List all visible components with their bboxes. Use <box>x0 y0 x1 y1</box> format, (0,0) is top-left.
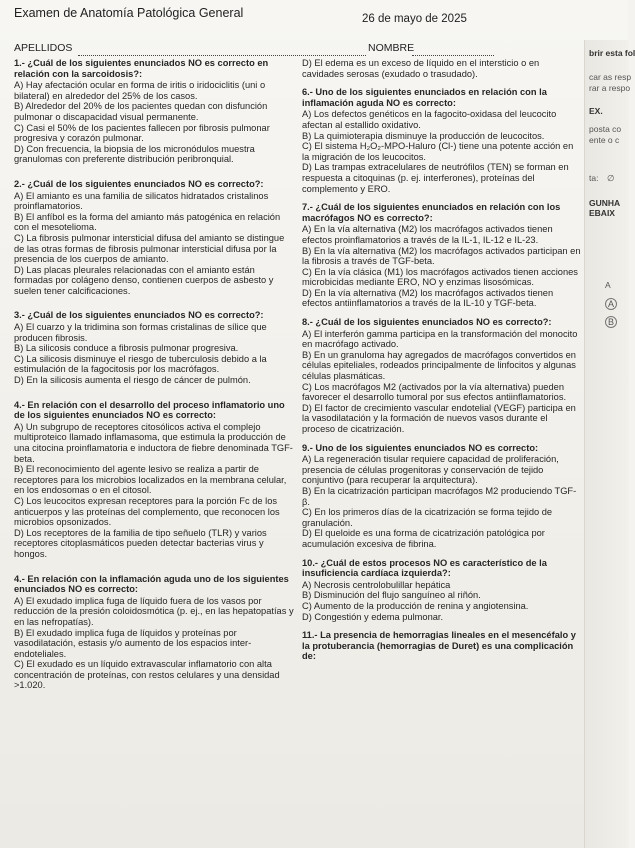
second-sheet-edge <box>584 40 635 848</box>
q4a-option-d: D) Los receptores de la familia de tipo señuelo (TLR) y varios receptores citoplasmáticos pueden detectar bacterias virus y hongos. <box>14 527 267 559</box>
q1-option-d-continued: D) El edema es un exceso de líquido en el intersticio o en cavidades serosas (exudado o trasudado). <box>302 58 540 79</box>
q6-option-a: A) Los defectos genéticos en la fagocito-oxidasa del leucocito afectan al estallido oxidativo. <box>302 109 557 130</box>
q2-option-b: B) El anfíbol es la forma del amianto más patogénica en relación con el mesotelioma. <box>14 211 281 233</box>
q8-option-a: A) El interferón gamma participa en la transformación del monocito en macrófago activado. <box>302 328 578 350</box>
q4b-option-a: A) El exudado implica fuga de líquido fuera de los vasos por reducción de la presión coloidosmótica (p. ej., en las hepatopatías y en las nefropatías). <box>14 595 294 627</box>
sheet2-mark-a: A <box>605 298 617 310</box>
question-4b: 4.- En relación con la inflamación aguda uno de los siguientes enunciados NO es correcto: <box>14 573 289 595</box>
q9-option-a: A) La regeneración tisular requiere capacidad de proliferación, presencia de células progenitoras y conservación de tejido conjuntivo (para recuperar la arquitectura). <box>302 454 559 486</box>
q6-option-d: D) Las trampas extracelulares de neutrófilos (TEN) se forman en respuesta a citoquinas (p. ej. interferones), proteínas del complemento y ERO. <box>302 162 569 194</box>
question-7: 7.- ¿Cuál de los siguientes enunciados en relación con los macrófagos NO es correcto?: <box>302 202 561 223</box>
q4a-option-a: A) Un subgrupo de receptores citosólicos activa el complejo multiproteico llamado inflamasoma, que estimula la producción de una citocina proinflamatoria e inductora de fiebre denominada TGF-beta. <box>14 421 293 464</box>
q10-option-a: A) Necrosis centrolobulillar hepática <box>302 579 451 590</box>
q8-option-c: C) Los macrófagos M2 (activados por la vía alternativa) pueden favorecer el desarrollo tumoral por sus efectos antiinflamatorios. <box>302 381 567 403</box>
apellidos-label: APELLIDOS <box>14 42 73 54</box>
sheet2-text-9: GUNHA <box>589 198 621 208</box>
q9-option-c: C) En los primeros días de la cicatrización se forma tejido de granulación. <box>302 507 553 528</box>
question-1: 1.- ¿Cuál de los siguientes enunciados NO es correcto en relación con la sarcoidosis?: <box>14 58 269 79</box>
q2-option-a: A) El amianto es una familia de silicatos hidratados cristalinos proinflamatorios. <box>14 190 269 212</box>
sheet2-text-3: rar a respo <box>589 83 631 93</box>
q3-option-a: A) El cuarzo y la tridimina son formas cristalinas de sílice que producen fibrosis. <box>14 322 267 343</box>
q2-option-d: D) Las placas pleurales relacionadas con el amianto están formadas por colágeno denso, contienen cuerpos de asbesto y suelen tener calcificaciones. <box>14 264 274 296</box>
question-6: 6.- Uno de los siguientes enunciados en relación con la inflamación aguda NO es correcto: <box>302 87 547 108</box>
q8-option-b: B) En un granuloma hay agregados de macrófagos convertidos en células epiteliales, rodeados principalmente de linfocitos y algunas células plasmáticas. <box>302 349 576 382</box>
question-8: 8.- ¿Cuál de los siguientes enunciados NO es correcto?: <box>302 317 552 328</box>
sheet2-text-7: ta: <box>589 173 599 183</box>
sheet2-text-8: ∅ <box>607 173 615 183</box>
q1-option-c: C) Casi el 50% de los pacientes fallecen por fibrosis pulmonar progresiva y corazón pulmonar. <box>14 122 270 144</box>
sheet2-text-6: ente o c <box>589 135 620 145</box>
sheet2-mark-b: B <box>605 316 617 328</box>
question-11: 11.- La presencia de hemorragias lineales en el mesencéfalo y la protuberancia (hemorragias de Duret) es una complicación de: <box>302 630 576 662</box>
question-9: 9.- Uno de los siguientes enunciados NO es correcto: <box>302 442 539 453</box>
apellidos-line <box>78 55 366 56</box>
sheet2-text-10: EBAIX <box>589 208 615 218</box>
q1-option-a: A) Hay afectación ocular en forma de iritis o iridociclitis (uni o bilateral) en alrededor del 25% de los casos. <box>14 80 266 101</box>
sheet2-text-5: posta co <box>589 124 622 134</box>
sheet2-text-2: car as resp <box>589 72 632 82</box>
left-column <box>14 58 296 691</box>
q2-option-c: C) La fibrosis pulmonar intersticial difusa del amianto se distingue de las otras formas de fibrosis pulmonar intersticial difusa por la presencia de los cuerpos de amianto. <box>14 232 285 265</box>
q10-option-b: B) Disminución del flujo sanguíneo al riñón. <box>302 590 481 601</box>
q8-option-d: D) El factor de crecimiento vascular endotelial (VEGF) participa en la vasodilatación y la formación de nuevos vasos durante el proceso de cicatrización. <box>302 402 576 434</box>
question-2: 2.- ¿Cuál de los siguientes enunciados NO es correcto?: <box>14 178 264 189</box>
q6-option-b: B) La quimioterapia disminuye la producción de leucocitos. <box>302 130 545 141</box>
right-column <box>302 58 582 663</box>
q4b-option-b: B) El exudado implica fuga de líquidos y proteínas por vasodilatación, estasis y/o aumento de los espacios inter-endoteliales. <box>14 627 252 659</box>
q1-option-d: D) Con frecuencia, la biopsia de los micronódulos muestra granulomas con preferente distribución peribronquial. <box>14 143 255 165</box>
q7-option-b: B) En la vía alternativa (M2) los macrófagos activados participan en la fibrosis a través de TGF-beta. <box>302 245 581 267</box>
question-3: 3.- ¿Cuál de los siguientes enunciados NO es correcto?: <box>14 310 264 321</box>
sheet2-text-1: brir esta fol <box>589 48 635 58</box>
question-10: 10.- ¿Cuál de estos procesos NO es característico de la insuficiencia cardíaca izquierda?: <box>302 557 547 579</box>
q3-option-d: D) En la silicosis aumenta el riesgo de cáncer de pulmón. <box>14 375 251 386</box>
q10-option-c: C) Aumento de la producción de renina y angiotensina. <box>302 600 529 611</box>
sheet2-text-4: EX. <box>589 106 603 116</box>
q10-option-d: D) Congestión y edema pulmonar. <box>302 611 444 622</box>
q4a-option-b: B) El reconocimiento del agente lesivo se realiza a partir de receptores para los microbios localizados en la membrana celular, en los endosomas o en el citosol. <box>14 464 287 496</box>
nombre-label: NOMBRE <box>368 42 415 54</box>
exam-title: Examen de Anatomía Patológica General <box>14 6 244 20</box>
q4a-option-c: C) Los leucocitos expresan receptores para la porción Fc de los anticuerpos y las proteínas del complemento, que reconocen los microbios opsonizados. <box>14 495 280 528</box>
q6-option-c: C) El sistema H₂O₂-MPO-Haluro (Cl-) tiene una potente acción en la migración de los leucocitos. <box>302 141 574 162</box>
q1-option-b: B) Alrededor del 20% de los pacientes quedan con disfunción pulmonar o discapacidad visual permanente. <box>14 101 268 122</box>
q9-option-b: B) En la cicatrización participan macrófagos M2 produciendo TGF-β. <box>302 485 577 507</box>
sheet2-text-11: A <box>605 280 611 290</box>
q3-option-b: B) La silicosis conduce a fibrosis pulmonar progresiva. <box>14 343 239 354</box>
nombre-line <box>412 55 494 56</box>
q7-option-a: A) En la vía alternativa (M2) los macrófagos activados tienen efectos proinflamatorios a través de la IL-1, IL-12 e IL-23. <box>302 224 553 245</box>
q7-option-d: D) En la vía alternativa (M2) los macrófagos activados tienen efectos antiinflamatorios a través de la IL-10 y TGF-beta. <box>302 287 554 309</box>
exam-date: 26 de mayo de 2025 <box>362 13 467 25</box>
q4b-option-c: C) El exudado es un líquido extravascular inflamatorio con alta concentración de proteínas, con restos celulares y una densidad >1.020. <box>14 659 280 691</box>
question-4a: 4.- En relación con el desarrollo del proceso inflamatorio uno de los siguientes enunciados NO es correcto: <box>14 399 285 421</box>
q9-option-d: D) El queloide es una forma de cicatrización patológica por acumulación excesiva de fibrina. <box>302 528 545 549</box>
q7-option-c: C) En la vía clásica (M1) los macrófagos activados tienen acciones microbicidas mediante ERO, NO y enzimas lisosómicas. <box>302 266 578 288</box>
q3-option-c: C) La silicosis disminuye el riesgo de tuberculosis debido a la estimulación de la fagocitosis por los macrófagos. <box>14 353 267 375</box>
